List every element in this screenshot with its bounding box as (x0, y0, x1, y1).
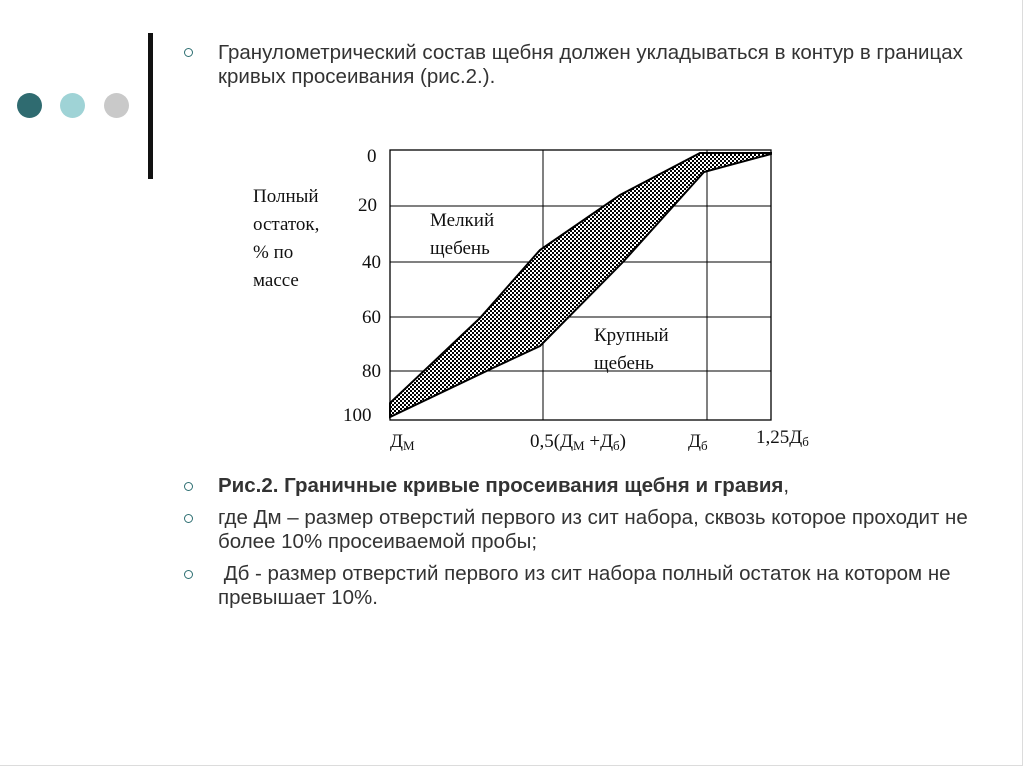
sieve-curves-diagram (240, 135, 840, 465)
x-tick-mid: 0,5(ДМ +Дб) (530, 431, 626, 453)
x-tick-dm: ДМ (390, 431, 415, 453)
x-tick-max: 1,25Дб (756, 427, 809, 449)
decor-dot-gray (104, 93, 129, 118)
region-coarse-line1: Крупный (594, 325, 669, 346)
decor-dot-light (60, 93, 85, 118)
decor-dot-dark (17, 93, 42, 118)
decor-vertical-bar (148, 33, 153, 179)
bullet-ring-icon (184, 570, 193, 579)
y-axis-label-line2: остаток, (253, 214, 320, 235)
y-tick-60: 60 (362, 307, 381, 328)
x-tick-db: Дб (688, 431, 708, 453)
y-axis-label-line1: Полный (253, 186, 319, 207)
bullet-ring-icon (184, 482, 193, 491)
y-axis-label-line4: массе (253, 270, 299, 291)
bullet-ring-icon (184, 514, 193, 523)
caption-tail: , (783, 474, 790, 497)
y-tick-0: 0 (367, 146, 377, 167)
region-fine-line1: Мелкий (430, 210, 495, 231)
definition-dm: где Дм – размер отверстий первого из сит набора, сквозь которое проходит не более 10% просеиваемой пробы; (218, 506, 968, 553)
region-fine-line2: щебень (430, 238, 490, 259)
sieve-band (390, 153, 771, 417)
y-tick-40: 40 (362, 252, 381, 273)
y-tick-20: 20 (358, 195, 377, 216)
intro-paragraph: Гранулометрический состав щебня должен укладываться в контур в границах кривых просеивания (рис.2.). (218, 41, 963, 88)
bullet-ring-icon (184, 48, 193, 57)
y-tick-100: 100 (343, 405, 372, 426)
y-axis-label-line3: % по (253, 242, 294, 263)
figure-caption (218, 474, 998, 498)
definition-db: Дб - размер отверстий первого из сит набора полный остаток на котором не превышает 10%. (218, 562, 957, 609)
y-tick-80: 80 (362, 361, 381, 382)
caption-bold: Рис.2. Граничные кривые просеивания щебня и гравия (218, 474, 784, 497)
region-coarse-line2: щебень (594, 353, 654, 374)
